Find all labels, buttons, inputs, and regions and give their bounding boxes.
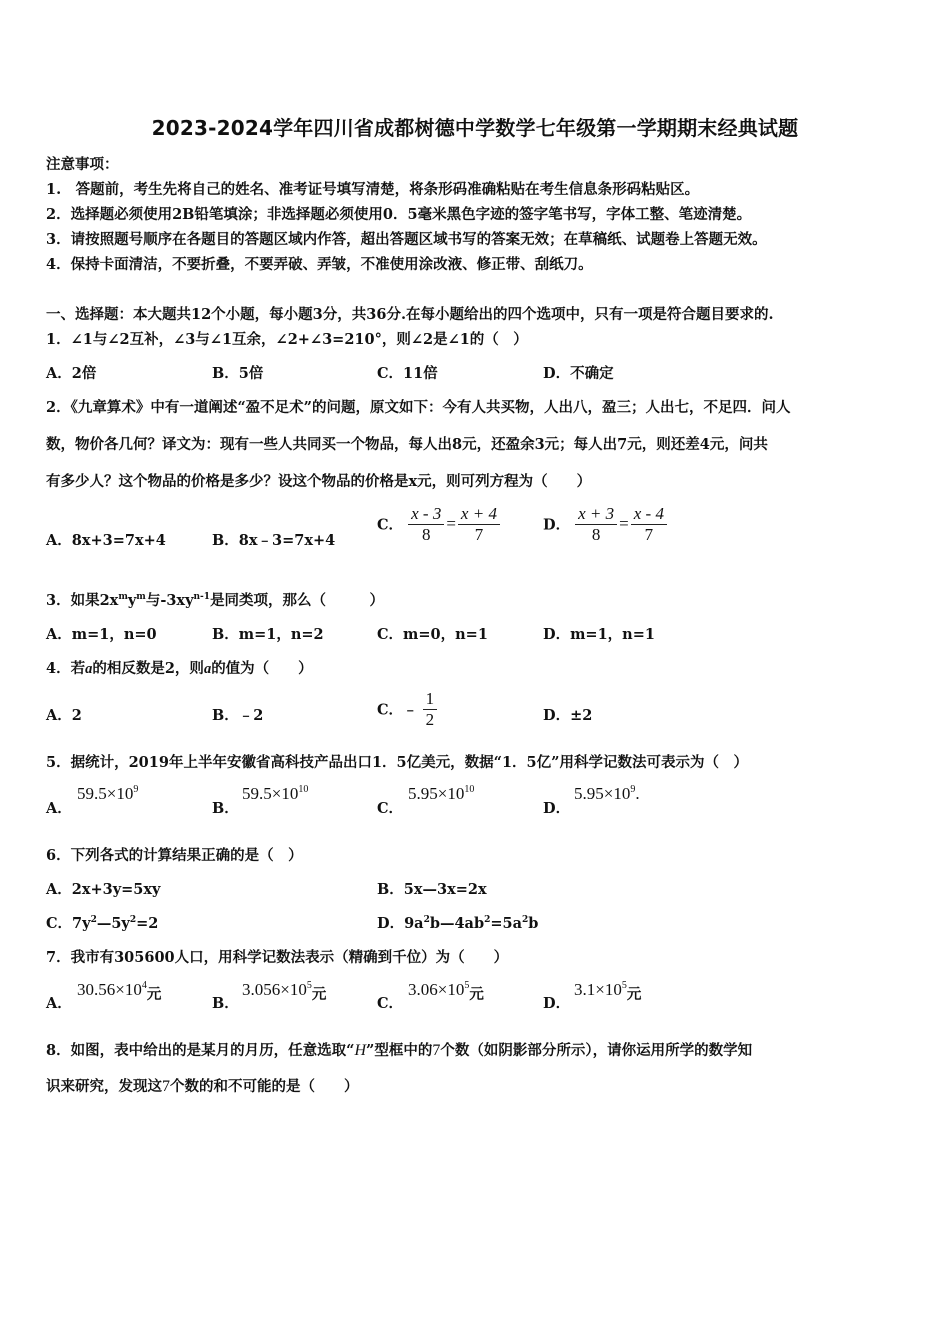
q1-option-c: C．11倍: [377, 365, 438, 382]
q2-d-fraction-left: [575, 504, 617, 544]
q4-stem-part-3: 的值为（ ）: [211, 660, 313, 677]
q8-line-1: [46, 1039, 752, 1060]
q4-stem-part-1: 4．若: [46, 660, 86, 677]
q5-option-a-label: A．: [46, 800, 72, 817]
q1-stem: 1．∠1与∠2互补，∠3与∠1互余，∠2+∠3=210°，则∠2是∠1的（ ）: [46, 331, 528, 348]
denominator: 8: [591, 524, 601, 544]
numerator: x + 4: [458, 504, 500, 525]
q5-option-c-label: C．: [377, 800, 404, 817]
base: 3.056×10: [242, 980, 307, 999]
q4-var-2: a: [203, 661, 212, 677]
base: 3.06×10: [408, 980, 465, 999]
q2-option-a: A．8x+3=7x+4: [46, 532, 166, 549]
q3-stem-part-4: 是同类项，那么（ ）: [210, 592, 385, 609]
part: =5a: [490, 915, 522, 932]
q7-option-a-label: A．: [46, 995, 72, 1012]
h-letter: H: [354, 1042, 366, 1059]
seven: 7: [432, 1042, 441, 1059]
q3-exp-n: n-1: [193, 592, 211, 602]
exponent: 5: [306, 980, 312, 991]
q2-option-d: [543, 504, 667, 544]
denominator: 7: [644, 524, 654, 544]
part: 识来研究，发现这: [46, 1078, 162, 1095]
q7-option-d-label: D．: [543, 995, 571, 1012]
equals-sign: =: [619, 514, 629, 534]
q4-stem: [46, 657, 313, 678]
notice-heading: 注意事项：: [46, 156, 119, 173]
exponent: 5: [464, 980, 470, 991]
notice-item-4: 4．保持卡面清洁，不要折叠，不要弄破、弄皱，不准使用涂改液、修正带、刮纸刀。: [46, 256, 593, 273]
q2-option-d-label: D．: [543, 516, 571, 534]
exponent: 5: [621, 980, 627, 991]
q5-stem: 5．据统计，2019年上半年安徽省高科技产品出口1．5亿美元，数据“1．5亿”用科学记数法可表示为（ ）: [46, 754, 748, 771]
q1-option-b: B．5倍: [212, 365, 264, 382]
denominator: 7: [474, 524, 484, 544]
numerator: x - 4: [631, 504, 667, 525]
base: 5.95×10: [408, 784, 465, 803]
q6-option-d: [377, 912, 538, 933]
q7-option-b-value: [242, 980, 326, 1004]
q5-option-d-label: D．: [543, 800, 571, 817]
exponent: 9: [133, 784, 139, 795]
part: b: [528, 915, 539, 932]
exponent: 9: [630, 784, 636, 795]
seven: 7: [162, 1078, 170, 1095]
exponent: 2: [129, 915, 137, 925]
q7-option-c-label: C．: [377, 995, 404, 1012]
q5-option-d-value: [574, 784, 640, 804]
exam-title: 2023-2024学年四川省成都树德中学数学七年级第一学期期末经典试题: [151, 116, 799, 140]
base: 5.95×10: [574, 784, 631, 803]
exponent: 10: [298, 784, 309, 795]
q2-option-c-label: C．: [377, 516, 404, 534]
part: ”型框中的: [366, 1042, 433, 1059]
equals-sign: =: [446, 514, 456, 534]
base: 59.5×10: [242, 784, 299, 803]
q2-c-fraction-right: [458, 504, 500, 544]
unit: 元: [626, 986, 642, 1003]
q7-option-a-value: [77, 980, 161, 1004]
q2-line-1: 2．《九章算术》中有一道阐述“盈不足术”的问题，原文如下：今有人共买物，人出八，盈三；人出七，不足四．问人: [46, 399, 791, 416]
q4-option-d: D．±2: [543, 707, 593, 724]
q3-option-b: B．m=1，n=2: [212, 626, 324, 643]
part: C．7y: [46, 915, 91, 932]
q7-option-b-label: B．: [212, 995, 239, 1012]
base: 59.5×10: [77, 784, 134, 803]
notice-item-1: 1. 答题前，考生先将自己的姓名、准考证号填写清楚，将条形码准确粘贴在考生信息条形码粘贴区。: [46, 181, 700, 198]
tail: .: [635, 784, 640, 803]
q2-option-c: [377, 504, 500, 544]
q6-option-b: B．5x—3x=2x: [377, 881, 487, 898]
exponent: 10: [464, 784, 475, 795]
base: 30.56×10: [77, 980, 142, 999]
q7-option-d-value: [574, 980, 641, 1004]
denominator: 8: [421, 524, 431, 544]
q2-line-3: 有多少人？这个物品的价格是多少？设这个物品的价格是x元，则可列方程为（ ）: [46, 473, 592, 490]
q6-stem: 6．下列各式的计算结果正确的是（ ）: [46, 847, 303, 864]
q5-option-b-value: [242, 784, 308, 804]
q3-stem-part-1: 3．如果2x: [46, 592, 119, 609]
unit: 元: [146, 986, 162, 1003]
part: 8．如图，表中给出的是某月的月历，任意选取“: [46, 1042, 355, 1059]
q2-option-b: B．8x﹣3=7x+4: [212, 532, 336, 549]
numerator: 1: [423, 689, 438, 710]
notice-item-2: 2．选择题必须使用2B铅笔填涂；非选择题必须使用0．5毫米黑色字迹的签字笔书写，字体工整、笔迹清楚。: [46, 206, 752, 223]
part: D．9a: [377, 915, 424, 932]
q5-option-c-value: [408, 784, 474, 804]
exponent: 4: [141, 980, 147, 991]
part: =2: [136, 915, 159, 932]
q2-d-fraction-right: [631, 504, 667, 544]
q3-stem: [46, 589, 384, 610]
q4-option-c: [377, 689, 437, 729]
unit: 元: [311, 986, 327, 1003]
part: 个数的和不可能的是（ ）: [170, 1078, 359, 1095]
q3-option-c: C．m=0，n=1: [377, 626, 488, 643]
q3-option-d: D．m=1，n=1: [543, 626, 655, 643]
q1-option-d: D．不确定: [543, 365, 614, 382]
q6-option-a: A．2x+3y=5xy: [46, 881, 161, 898]
q5-option-a-value: [77, 784, 138, 804]
q8-line-2: [46, 1075, 359, 1096]
q3-option-a: A．m=1，n=0: [46, 626, 157, 643]
q3-stem-part-3: 与-3xy: [145, 592, 194, 609]
notice-item-3: 3．请按照题号顺序在各题目的答题区域内作答，超出答题区域书写的答案无效；在草稿纸、试题卷上答题无效。: [46, 231, 767, 248]
q4-option-b: B．﹣2: [212, 707, 264, 724]
q4-stem-part-2: 的相反数是2，则: [92, 660, 204, 677]
q3-stem-part-2: y: [127, 592, 137, 609]
q1-option-a: A．2倍: [46, 365, 97, 382]
q4-option-a: A．2: [46, 707, 82, 724]
exponent: 2: [90, 915, 97, 925]
q2-c-fraction-left: [408, 504, 444, 544]
q6-option-c: [46, 912, 158, 933]
part: 个数（如阴影部分所示），请你运用所学的数学知: [440, 1042, 753, 1059]
denominator: 2: [425, 709, 435, 729]
q3-exp-m2: m: [136, 592, 146, 602]
q4-var: a: [85, 661, 93, 677]
part: b—4ab: [429, 915, 485, 932]
part: —5y: [96, 915, 130, 932]
numerator: x - 3: [408, 504, 444, 525]
q5-option-b-label: B．: [212, 800, 239, 817]
unit: 元: [469, 986, 484, 1003]
q4-c-fraction: [423, 689, 438, 729]
q7-stem: 7．我市有305600人口，用科学记数法表示（精确到千位）为（ ）: [46, 949, 509, 966]
exponent: 2: [522, 915, 529, 925]
numerator: x + 3: [575, 504, 617, 525]
q2-line-2: 数，物价各几何？译文为：现有一些人共同买一个物品，每人出8元，还盈余3元；每人出7元，则还差4元，问共: [46, 436, 768, 453]
q3-exp-m: m: [118, 592, 128, 602]
exponent: 2: [423, 915, 430, 925]
exponent: 2: [484, 915, 491, 925]
q4-option-c-label: C．﹣: [377, 701, 418, 719]
section-heading: 一、选择题：本大题共12个小题，每小题3分，共36分.在每小题给出的四个选项中，只有一项是符合题目要求的.: [46, 306, 774, 323]
q7-option-c-value: [408, 980, 484, 1004]
base: 3.1×10: [574, 980, 622, 999]
